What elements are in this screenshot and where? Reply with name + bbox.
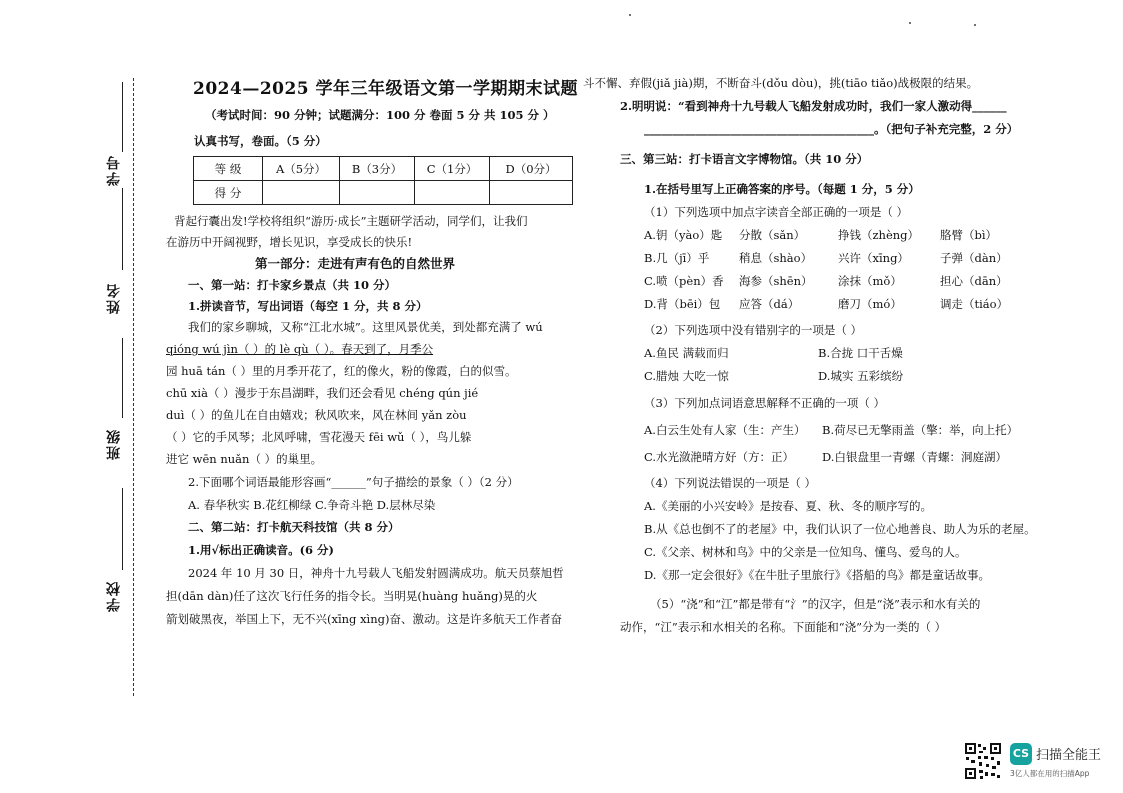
passage-line: qióng wú jìn（ ）的 lè qù（ ）。春天到了，月季公 bbox=[166, 342, 434, 356]
option-cell: 应答（dá） bbox=[739, 297, 800, 311]
passage-line: duì（ ）的鱼儿在自由嬉戏；秋风吹来，风在林间 yǎn zòu bbox=[166, 408, 467, 422]
sub1-stem: （1）下列选项中加点字读音全部正确的一项是（ ） bbox=[644, 205, 908, 219]
option-line: C.《父亲、树林和鸟》中的父亲是一位知鸟、懂鸟、爱鸟的人。 bbox=[644, 545, 967, 559]
option-line: A.《美丽的小兴安岭》是按春、夏、秋、冬的顺序写的。 bbox=[644, 499, 932, 513]
class-label: 班级 bbox=[106, 428, 122, 460]
exam-title: 2024—2025 学年三年级语文第一学期期末试题 bbox=[193, 79, 579, 99]
option-line: D.《那一定会很好》《在牛肚子里旅行》《搭船的鸟》都是童话故事。 bbox=[644, 568, 990, 582]
scan-speck bbox=[974, 24, 976, 26]
option-cell: C.腊烛 大吃一惊 bbox=[644, 369, 729, 383]
option-cell: 调走（tiáo） bbox=[940, 297, 1009, 311]
passage-line: 进它 wēn nuǎn（ ）的巢里。 bbox=[166, 452, 323, 466]
passage-line: 箭划破黑夜，举国上下，无不兴(xīng xìng)奋、激动。这是许多航天工作者奋 bbox=[166, 612, 562, 626]
passage-line: 2024 年 10 月 30 日，神舟十九号载人飞船发射圆满成功。航天员蔡旭哲 bbox=[188, 566, 564, 580]
station2-q1-title: 1.用√标出正确读音。(6 分) bbox=[188, 543, 334, 557]
option-cell: A.鱼民 满载而归 bbox=[644, 346, 729, 360]
option-cell: 胳臂（bì） bbox=[940, 228, 998, 242]
option-cell: 磨刀（mó） bbox=[838, 297, 902, 311]
sub5-line: 动作，“江”表示和水相关的名称。下面能和“浇”分为一类的（ ） bbox=[620, 620, 947, 634]
grade-cell: A（5分） bbox=[263, 157, 340, 181]
option-cell: C.水光潋滟晴方好（方：正） bbox=[644, 450, 795, 464]
passage-continuation: 斗不懈、弃假(jiǎ jià)期，不断奋斗(dǒu dòu)，挑(tiāo tiǎo)战极限的结果。 bbox=[583, 76, 979, 90]
station2-title: 二、第二站：打卡航天科技馆（共 8 分） bbox=[188, 520, 400, 534]
passage-line: 园 huā tán（ ）里的月季开花了，红的像火，粉的像霞，白的似雪。 bbox=[166, 364, 517, 378]
sub3-stem: （3）下列加点词语意思解释不正确的一项（ ） bbox=[644, 396, 885, 410]
option-cell: D.城实 五彩缤纷 bbox=[818, 369, 904, 383]
station1-q2-title: 2.下面哪个词语最能形容画“______”句子描绘的景象（ ）（2 分） bbox=[188, 475, 519, 489]
grade-table-row bbox=[194, 181, 573, 205]
option-cell: C.喷（pèn）香 bbox=[644, 274, 724, 288]
score-cell bbox=[490, 181, 573, 205]
station1-q2-options: A. 春华秋实 B.花红柳绿 C.争奇斗艳 D.层林尽染 bbox=[188, 498, 436, 512]
grade-cell: 等 级 bbox=[194, 157, 263, 181]
passage-line: 我们的家乡聊城，又称“江北水城”。这里风景优美，到处都充满了 wú bbox=[188, 320, 543, 334]
option-cell: 海参（shēn） bbox=[739, 274, 813, 288]
grade-table-row bbox=[194, 157, 573, 181]
intro-line: 背起行囊出发!学校将组织“游历·成长”主题研学活动，同学们，让我们 bbox=[174, 214, 528, 228]
option-cell: D.白银盘里一青螺（青螺：洞庭湖） bbox=[822, 450, 1007, 464]
student-id-label: 学号 bbox=[106, 154, 122, 186]
score-cell bbox=[340, 181, 415, 205]
grade-table bbox=[193, 156, 573, 205]
option-cell: B.荷尽已无擎雨盖（擎：举，向上托） bbox=[822, 423, 1019, 437]
part1-title: 第一部分：走进有声有色的自然世界 bbox=[255, 256, 456, 271]
camscanner-name: 扫描全能王 bbox=[1036, 748, 1102, 763]
option-cell: 子弹（dàn） bbox=[940, 251, 1008, 265]
score-cell bbox=[415, 181, 490, 205]
passage-line: chū xià（ ）漫步于东昌湖畔，我们还会看见 chéng qún jié bbox=[166, 386, 479, 400]
score-cell bbox=[263, 181, 340, 205]
sub2-stem: （2）下列选项中没有错别字的一项是（ ） bbox=[644, 323, 862, 337]
option-cell: 挣钱（zhèng） bbox=[838, 228, 920, 242]
sub4-stem: （4）下列说法错误的一项是（ ） bbox=[644, 476, 816, 490]
passage-line: （ ）它的手风琴；北风呼啸，雪花漫天 fēi wǔ（ ），鸟儿躲 bbox=[166, 430, 472, 444]
score-label-cell: 得 分 bbox=[194, 181, 263, 205]
station3-q1-title: 1.在括号里写上正确答案的序号。（每题 1 分，5 分） bbox=[644, 182, 920, 196]
scan-speck bbox=[629, 14, 631, 16]
passage-line: 担(dān dàn)任了这次飞行任务的指令长。当明晃(huàng huǎng)晃的火 bbox=[166, 589, 538, 603]
option-cell: B.几（jī）乎 bbox=[644, 251, 710, 265]
name-label: 姓名 bbox=[106, 282, 122, 314]
q2-line: 2.明明说：“看到神舟十九号载人飞船发射成功时，我们一家人激动得______ bbox=[620, 99, 1007, 113]
intro-line: 在游历中开阔视野，增长见识，享受成长的快乐! bbox=[166, 235, 413, 249]
grade-cell: C（1分） bbox=[415, 157, 490, 181]
option-cell: 兴许（xīng） bbox=[838, 251, 909, 265]
option-line: B.从《总也倒不了的老屋》中，我们认识了一位心地善良、助人为乐的老屋。 bbox=[644, 522, 1036, 536]
class-rule bbox=[122, 338, 123, 418]
q2-answer-line: ________________________________________。（把句子补充完整，2 分） bbox=[644, 122, 1019, 136]
option-cell: D.背（bēi）包 bbox=[644, 297, 721, 311]
qr-code-icon bbox=[964, 742, 1002, 780]
option-cell: B.合拢 口干舌燥 bbox=[818, 346, 903, 360]
school-rule bbox=[122, 488, 123, 570]
binding-dashed-line bbox=[133, 78, 134, 696]
grade-cell: B（3分） bbox=[340, 157, 415, 181]
camscanner-tagline: 3亿人都在用的扫描App bbox=[1010, 769, 1090, 778]
school-label: 学校 bbox=[106, 580, 122, 612]
option-cell: A.钥（yào）匙 bbox=[644, 228, 723, 242]
student-id-rule bbox=[122, 82, 123, 152]
option-cell: 担心（dān） bbox=[940, 274, 1008, 288]
camscanner-logo: CS bbox=[1010, 743, 1032, 765]
option-cell: 稍息（shào） bbox=[739, 251, 813, 265]
sub5-line: （5）“浇”和“江”都是带有“氵”的汉字，但是“浇”表示和水有关的 bbox=[650, 597, 981, 611]
option-cell: A.白云生处有人家（生：产生） bbox=[644, 423, 806, 437]
option-cell: 涂抹（mǒ） bbox=[838, 274, 902, 288]
station1-q1-title: 1.拼读音节，写出词语（每空 1 分，共 8 分） bbox=[188, 299, 428, 313]
neatness-note: 认真书写，卷面。（5 分） bbox=[194, 134, 327, 148]
grade-cell: D（0分） bbox=[490, 157, 573, 181]
option-cell: 分散（sǎn） bbox=[739, 228, 806, 242]
station3-title: 三、第三站：打卡语言文字博物馆。（共 10 分） bbox=[620, 152, 869, 166]
exam-info: （考试时间：90 分钟；试题满分：100 分 卷面 5 分 共 105 分 ） bbox=[205, 108, 555, 122]
station1-title: 一、第一站：打卡家乡景点（共 10 分） bbox=[188, 278, 397, 292]
scan-speck bbox=[909, 22, 911, 24]
name-rule bbox=[122, 188, 123, 270]
